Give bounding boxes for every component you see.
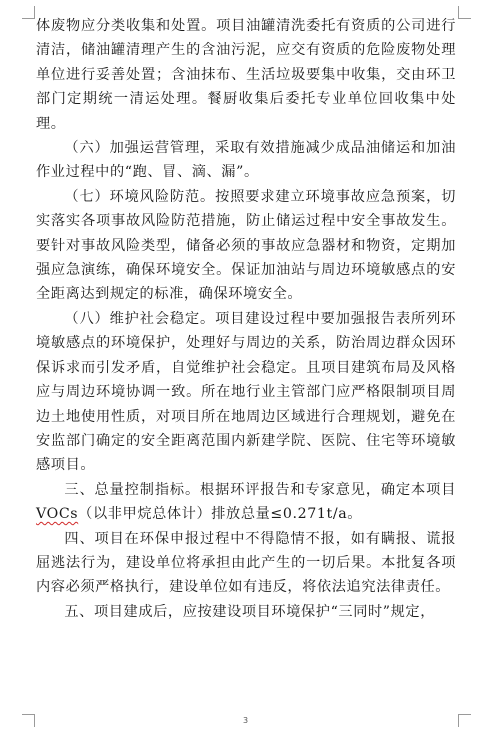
paragraph-social-stability: （八）维护社会稳定。项目建设过程中要加强报告表所列环境敏感点的环境保护，处理好与周边的关系，防治周边群众因环保诉求而引发矛盾，自觉维护社会稳定。且项目建筑布局及风格应与周边环境协调一致。所在地行业主管部门应严格限制项目周边土地使用性质，对项目所在地周边区域进行合理规划，避免在安监部门确定的安全距离范围内新建学院、医院、住宅等环境敏感项目。 [36, 310, 456, 474]
paragraph-total-control [36, 478, 456, 527]
paragraph-operations-management: （六）加强运营管理，采取有效措施减少成品油储运和加油作业过程中的“跑、冒、滴、漏”。 [36, 140, 456, 181]
paragraph-three-simultaneous: 五、项目建成后，应按建设项目环境保护“三同时”规定， [64, 603, 435, 620]
page-number: 3 [242, 716, 249, 725]
paragraph-environmental-risk: （七）环境风险防范。按照要求建立环境事故应急预案，切实落实各项事故风险防范措施，防止储运过程中安全事故发生。要针对事故风险类型，储备必须的事故应急器材和物资，定期加强应急演练，确保环境安全。保证加油站与周边环境敏感点的安全距离达到规定的标准，确保环境安全。 [36, 188, 456, 303]
total-control-text-after: （以非甲烷总体计）排放总量≤0.271t/a。 [78, 506, 363, 523]
total-control-text-before: 三、总量控制指标。根据环评报告和专家意见，确定本项目 [64, 481, 456, 498]
vocs-spellcheck-term: VOCs [36, 506, 79, 523]
document-body [36, 14, 456, 624]
paragraph-waste-disposal: 体废物应分类收集和处置。项目油罐清洗委托有资质的公司进行清洁，储油罐清理产生的含油污泥，应交有资质的危险废物处理单位进行妥善处置；含油抹布、生活垃圾要集中收集，交由环卫部门定期统一清运处理。餐厨收集后委托专业单位回收集中处理。 [36, 18, 456, 132]
paragraph-reporting-liability: 四、项目在环保申报过程中不得隐情不报，如有瞒报、谎报屈逃法行为，建设单位将承担由此产生的一切后果。本批复各项内容必须严格执行，建设单位如有违反，将依法追究法律责任。 [36, 530, 456, 596]
crop-mark-top-right [458, 6, 471, 19]
crop-mark-top-left [22, 6, 35, 19]
